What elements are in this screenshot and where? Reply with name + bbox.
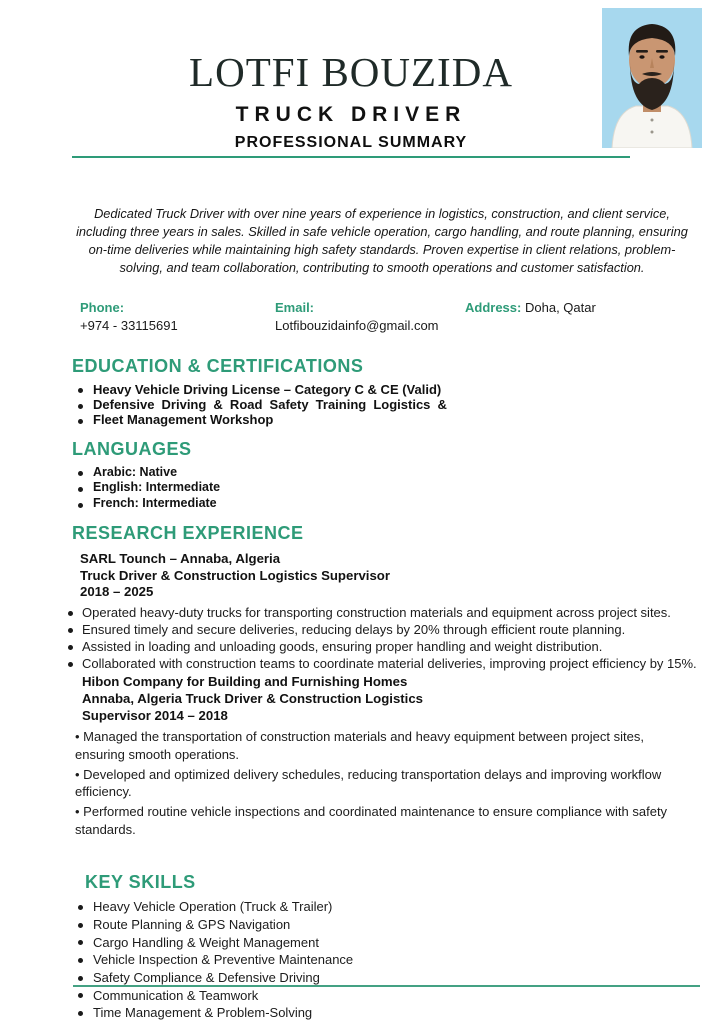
job2-bullet: • Developed and optimized delivery schedules, reducing transportation delays and improving workflow efficiency. <box>75 766 675 801</box>
contact-address <box>465 300 596 333</box>
candidate-name: LOTFI BOUZIDA <box>189 49 513 95</box>
candidate-title: TRUCK DRIVER <box>235 103 467 127</box>
contact-row <box>80 300 725 333</box>
job1-bullet: Assisted in loading and unloading goods, ensuring proper handling and weight distribution. <box>68 638 715 655</box>
skill-item: Time Management & Problem-Solving <box>78 1004 725 1022</box>
skills-heading: KEY SKILLS <box>85 872 196 893</box>
skills-list <box>0 898 725 1022</box>
education-list <box>0 382 725 428</box>
profile-photo <box>602 8 702 148</box>
email-label: Email: <box>275 299 315 315</box>
job1-dates: 2018 – 2025 <box>80 584 154 600</box>
education-item: Heavy Vehicle Driving License – Category C & CE (Valid) <box>78 382 725 397</box>
skill-item: Route Planning & GPS Navigation <box>78 916 725 934</box>
job2-role: Truck Driver & Construction Logistics <box>185 691 423 707</box>
job1-role: Truck Driver & Construction Logistics Supervisor <box>80 567 390 583</box>
education-heading: EDUCATION & CERTIFICATIONS <box>72 355 364 376</box>
job2-role-line <box>82 691 725 708</box>
contact-email <box>275 300 465 333</box>
language-item: English: Intermediate <box>78 480 725 496</box>
job1-bullet: Collaborated with construction teams to coordinate material deliveries, improving project efficiency by 15%. <box>68 655 715 672</box>
job1-company: SARL Tounch – Annaba, Algeria <box>80 550 281 566</box>
job2-location: Annaba, Algeria <box>82 691 182 707</box>
job1-header <box>80 551 725 601</box>
summary-paragraph: Dedicated Truck Driver with over nine years of experience in logistics, construction, and client service, including three years in sales. Skilled in safe vehicle operation, cargo handling, and route planning, ensuring on-time deliveries while maintaining high safety standards. Proven expertise in client relations, problem-solving, and team collaboration, contributing to smooth operations and customer satisfaction. <box>76 206 688 275</box>
header <box>72 0 630 152</box>
phone-value: +974 - 33115691 <box>80 317 178 333</box>
contact-phone <box>80 300 275 333</box>
job1-bullet: Ensured timely and secure deliveries, reducing delays by 20% through efficient route planning. <box>68 621 715 638</box>
skill-item: Vehicle Inspection & Preventive Maintenance <box>78 951 725 969</box>
skill-item: Cargo Handling & Weight Management <box>78 934 725 952</box>
header-divider <box>72 156 630 158</box>
job2-header <box>82 674 725 724</box>
address-label: Address: <box>465 299 522 315</box>
job2-company: Hibon Company for Building and Furnishing Homes <box>82 674 408 690</box>
job2-role-cont: Supervisor 2014 – 2018 <box>82 707 228 723</box>
language-item: French: Intermediate <box>78 496 725 512</box>
job2-bullets <box>75 728 675 838</box>
experience-heading: RESEARCH EXPERIENCE <box>72 522 304 543</box>
job2-bullet: • Managed the transportation of construction materials and heavy equipment between project sites, ensuring smooth operations. <box>75 728 675 763</box>
phone-label: Phone: <box>80 299 125 315</box>
skill-item: Communication & Teamwork <box>78 987 725 1005</box>
education-item: Fleet Management Workshop <box>78 412 725 427</box>
skill-item: Heavy Vehicle Operation (Truck & Trailer) <box>78 898 725 916</box>
job2-bullet: • Performed routine vehicle inspections and coordinated maintenance to ensure compliance with safety standards. <box>75 803 675 838</box>
footer-divider <box>73 985 700 987</box>
address-value: Doha, Qatar <box>524 299 596 315</box>
portrait-illustration <box>602 8 702 148</box>
professional-summary-heading: PROFESSIONAL SUMMARY <box>234 134 468 152</box>
education-item: Defensive Driving & Road Safety Training Logistics & <box>78 397 725 412</box>
job1-bullet: Operated heavy-duty trucks for transporting construction materials and equipment across project sites. <box>68 604 715 621</box>
language-item: Arabic: Native <box>78 465 725 481</box>
email-value: Lotfibouzidainfo@gmail.com <box>275 317 439 333</box>
skill-item: Safety Compliance & Defensive Driving <box>78 969 725 987</box>
languages-heading: LANGUAGES <box>72 438 192 459</box>
job1-bullets <box>0 604 725 673</box>
languages-list <box>0 465 725 512</box>
